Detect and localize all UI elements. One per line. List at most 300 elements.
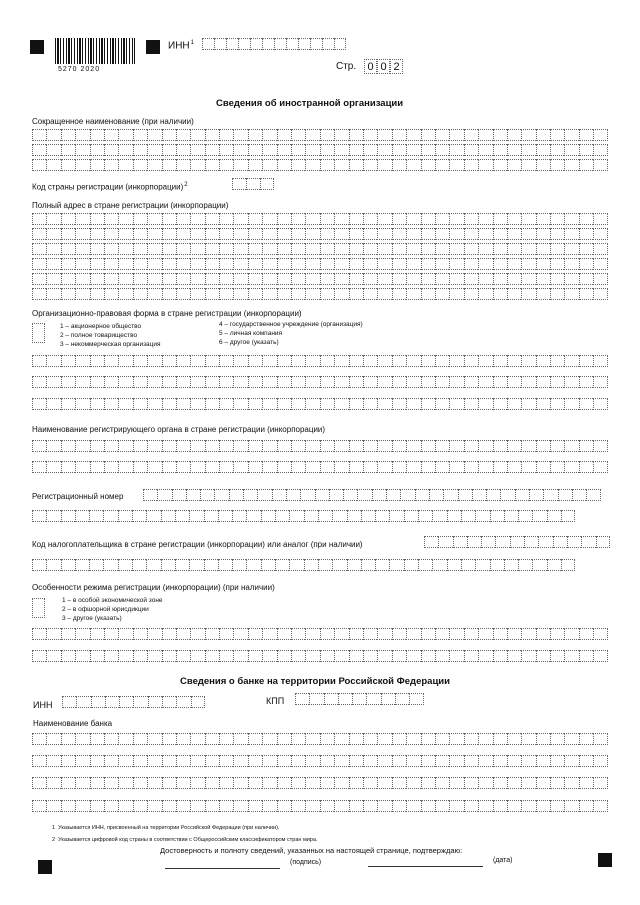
input-cell[interactable] <box>262 440 276 452</box>
input-cell[interactable] <box>162 628 176 640</box>
input-cell[interactable] <box>90 288 104 300</box>
input-cell[interactable] <box>532 510 546 522</box>
input-cell[interactable] <box>550 258 564 270</box>
input-cell[interactable] <box>507 243 521 255</box>
input-cell[interactable] <box>579 777 593 789</box>
input-cell[interactable] <box>162 144 176 156</box>
input-cell[interactable] <box>406 398 420 410</box>
input-cell[interactable] <box>147 800 161 812</box>
input-cell[interactable] <box>392 243 406 255</box>
input-cell[interactable] <box>46 800 60 812</box>
input-cell[interactable] <box>133 243 147 255</box>
input-cell[interactable] <box>521 755 535 767</box>
input-cell[interactable] <box>377 398 391 410</box>
input-cell[interactable] <box>349 733 363 745</box>
input-cell[interactable] <box>392 777 406 789</box>
input-cell[interactable] <box>593 273 607 285</box>
input-cell[interactable] <box>118 376 132 388</box>
input-cell[interactable] <box>176 355 190 367</box>
input-cell[interactable] <box>176 650 190 662</box>
input-cell[interactable] <box>246 178 260 190</box>
input-cell[interactable] <box>248 733 262 745</box>
input-cell[interactable] <box>334 355 348 367</box>
input-cell[interactable] <box>447 510 461 522</box>
input-cell[interactable] <box>334 288 348 300</box>
input-cell[interactable] <box>418 510 432 522</box>
input-cell[interactable] <box>357 489 371 501</box>
input-cell[interactable] <box>377 800 391 812</box>
input-cell[interactable] <box>564 800 578 812</box>
input-cell[interactable] <box>392 228 406 240</box>
input-cell[interactable] <box>500 489 514 501</box>
input-cell[interactable] <box>147 733 161 745</box>
input-cell[interactable] <box>176 144 190 156</box>
input-cell[interactable] <box>175 559 189 571</box>
input-cell[interactable] <box>89 559 103 571</box>
input-cell[interactable] <box>248 398 262 410</box>
input-cell[interactable] <box>61 159 75 171</box>
input-cell[interactable] <box>62 696 76 708</box>
input-cell[interactable] <box>61 355 75 367</box>
input-cell[interactable] <box>536 243 550 255</box>
input-cell[interactable] <box>449 159 463 171</box>
input-cell[interactable] <box>190 159 204 171</box>
input-cell[interactable] <box>46 440 60 452</box>
input-cell[interactable] <box>404 559 418 571</box>
input-cell[interactable] <box>89 510 103 522</box>
input-cell[interactable] <box>593 144 607 156</box>
input-cell[interactable] <box>507 755 521 767</box>
input-cell[interactable] <box>162 650 176 662</box>
input-cell[interactable] <box>143 489 157 501</box>
input-cell[interactable] <box>133 398 147 410</box>
input-cell[interactable] <box>521 129 535 141</box>
input-cell[interactable] <box>205 376 219 388</box>
input-cell[interactable] <box>377 288 391 300</box>
input-cell[interactable] <box>507 273 521 285</box>
input-cell[interactable] <box>593 777 607 789</box>
input-cell[interactable] <box>343 489 357 501</box>
input-cell[interactable] <box>478 258 492 270</box>
input-cell[interactable] <box>475 510 489 522</box>
input-cell[interactable] <box>205 159 219 171</box>
input-cell[interactable] <box>305 159 319 171</box>
input-cell[interactable] <box>392 355 406 367</box>
input-cell[interactable] <box>349 355 363 367</box>
input-cell[interactable] <box>104 650 118 662</box>
input-cell[interactable] <box>61 273 75 285</box>
input-cell[interactable] <box>46 777 60 789</box>
input-cell[interactable] <box>32 273 46 285</box>
input-cell[interactable] <box>507 228 521 240</box>
input-cell[interactable] <box>262 159 276 171</box>
input-cell[interactable] <box>162 440 176 452</box>
input-cell[interactable] <box>320 213 334 225</box>
input-cell[interactable] <box>593 376 607 388</box>
input-cell[interactable] <box>521 461 535 473</box>
input-cell[interactable] <box>536 461 550 473</box>
input-cell[interactable] <box>536 777 550 789</box>
input-cell[interactable] <box>435 628 449 640</box>
input-cell[interactable] <box>162 777 176 789</box>
input-cell[interactable] <box>320 144 334 156</box>
input-cell[interactable] <box>464 273 478 285</box>
input-cell[interactable] <box>596 536 610 548</box>
input-cell[interactable] <box>277 777 291 789</box>
input-cell[interactable] <box>593 733 607 745</box>
input-cell[interactable] <box>550 288 564 300</box>
input-cell[interactable] <box>564 376 578 388</box>
input-cell[interactable] <box>90 461 104 473</box>
input-cell[interactable] <box>233 755 247 767</box>
input-cell[interactable] <box>291 355 305 367</box>
input-cell[interactable] <box>248 273 262 285</box>
input-cell[interactable] <box>75 559 89 571</box>
input-cell[interactable] <box>464 144 478 156</box>
input-cell[interactable] <box>118 258 132 270</box>
legal-form-other-row-3[interactable] <box>32 398 608 410</box>
input-cell[interactable] <box>377 628 391 640</box>
input-cell[interactable] <box>550 800 564 812</box>
input-cell[interactable] <box>363 777 377 789</box>
input-cell[interactable] <box>593 628 607 640</box>
input-cell[interactable] <box>291 777 305 789</box>
input-cell[interactable] <box>349 376 363 388</box>
input-cell[interactable] <box>205 461 219 473</box>
input-cell[interactable] <box>377 650 391 662</box>
input-cell[interactable] <box>464 650 478 662</box>
country-code-cells[interactable] <box>232 178 274 190</box>
input-cell[interactable] <box>238 38 250 50</box>
input-cell[interactable] <box>61 243 75 255</box>
input-cell[interactable] <box>349 461 363 473</box>
input-cell[interactable] <box>295 693 309 705</box>
input-cell[interactable] <box>464 243 478 255</box>
input-cell[interactable] <box>550 213 564 225</box>
input-cell[interactable] <box>262 800 276 812</box>
input-cell[interactable] <box>262 355 276 367</box>
input-cell[interactable] <box>406 800 420 812</box>
input-cell[interactable] <box>219 398 233 410</box>
input-cell[interactable] <box>406 376 420 388</box>
input-cell[interactable] <box>286 38 298 50</box>
input-cell[interactable] <box>305 355 319 367</box>
input-cell[interactable] <box>493 650 507 662</box>
input-cell[interactable] <box>453 536 467 548</box>
input-cell[interactable] <box>421 213 435 225</box>
input-cell[interactable] <box>75 510 89 522</box>
input-cell[interactable] <box>205 777 219 789</box>
input-cell[interactable] <box>320 755 334 767</box>
input-cell[interactable] <box>190 273 204 285</box>
input-cell[interactable] <box>478 650 492 662</box>
input-cell[interactable] <box>32 510 46 522</box>
input-cell[interactable] <box>361 559 375 571</box>
input-cell[interactable] <box>90 733 104 745</box>
input-cell[interactable] <box>277 228 291 240</box>
input-cell[interactable] <box>118 510 132 522</box>
input-cell[interactable] <box>190 213 204 225</box>
input-cell[interactable] <box>521 355 535 367</box>
input-cell[interactable] <box>521 273 535 285</box>
input-cell[interactable] <box>507 733 521 745</box>
input-cell[interactable] <box>493 213 507 225</box>
input-cell[interactable] <box>133 288 147 300</box>
input-cell[interactable] <box>176 628 190 640</box>
input-cell[interactable] <box>272 489 286 501</box>
input-cell[interactable] <box>205 650 219 662</box>
input-cell[interactable] <box>564 650 578 662</box>
input-cell[interactable] <box>392 440 406 452</box>
input-cell[interactable] <box>395 693 409 705</box>
input-cell[interactable] <box>147 628 161 640</box>
input-cell[interactable] <box>90 755 104 767</box>
input-cell[interactable] <box>320 628 334 640</box>
input-cell[interactable] <box>404 510 418 522</box>
input-cell[interactable] <box>248 159 262 171</box>
input-cell[interactable] <box>461 510 475 522</box>
input-cell[interactable] <box>46 376 60 388</box>
input-cell[interactable] <box>579 376 593 388</box>
input-cell[interactable] <box>262 213 276 225</box>
input-cell[interactable] <box>205 628 219 640</box>
input-cell[interactable] <box>105 696 119 708</box>
input-cell[interactable] <box>581 536 595 548</box>
input-cell[interactable] <box>392 628 406 640</box>
input-cell[interactable] <box>377 258 391 270</box>
input-cell[interactable] <box>435 228 449 240</box>
input-cell[interactable] <box>161 559 175 571</box>
input-cell[interactable] <box>320 398 334 410</box>
input-cell[interactable] <box>248 461 262 473</box>
input-cell[interactable] <box>515 489 529 501</box>
input-cell[interactable] <box>305 755 319 767</box>
input-cell[interactable] <box>493 461 507 473</box>
input-cell[interactable] <box>104 628 118 640</box>
input-cell[interactable] <box>118 440 132 452</box>
input-cell[interactable] <box>550 777 564 789</box>
input-cell[interactable] <box>190 461 204 473</box>
input-cell[interactable] <box>579 733 593 745</box>
input-cell[interactable] <box>32 288 46 300</box>
input-cell[interactable] <box>524 536 538 548</box>
input-cell[interactable] <box>375 510 389 522</box>
input-cell[interactable] <box>291 461 305 473</box>
bank-name-row-4[interactable] <box>32 800 608 812</box>
input-cell[interactable] <box>133 733 147 745</box>
input-cell[interactable] <box>449 628 463 640</box>
input-cell[interactable] <box>75 144 89 156</box>
input-cell[interactable] <box>46 273 60 285</box>
input-cell[interactable] <box>176 258 190 270</box>
input-cell[interactable] <box>435 440 449 452</box>
input-cell[interactable] <box>118 288 132 300</box>
input-cell[interactable] <box>61 129 75 141</box>
input-cell[interactable] <box>90 398 104 410</box>
input-cell[interactable] <box>46 398 60 410</box>
input-cell[interactable] <box>406 144 420 156</box>
input-cell[interactable] <box>176 243 190 255</box>
input-cell[interactable] <box>349 129 363 141</box>
input-cell[interactable] <box>521 159 535 171</box>
input-cell[interactable] <box>521 800 535 812</box>
input-cell[interactable] <box>507 461 521 473</box>
input-cell[interactable] <box>349 777 363 789</box>
input-cell[interactable] <box>32 628 46 640</box>
input-cell[interactable] <box>349 628 363 640</box>
input-cell[interactable] <box>320 461 334 473</box>
input-cell[interactable] <box>478 243 492 255</box>
input-cell[interactable] <box>232 559 246 571</box>
input-cell[interactable] <box>320 355 334 367</box>
input-cell[interactable] <box>219 755 233 767</box>
input-cell[interactable] <box>550 273 564 285</box>
input-cell[interactable] <box>46 144 60 156</box>
input-cell[interactable] <box>349 650 363 662</box>
input-cell[interactable] <box>205 398 219 410</box>
input-cell[interactable] <box>118 650 132 662</box>
input-cell[interactable] <box>233 129 247 141</box>
input-cell[interactable] <box>219 650 233 662</box>
input-cell[interactable] <box>147 650 161 662</box>
input-cell[interactable] <box>248 243 262 255</box>
input-cell[interactable] <box>507 628 521 640</box>
input-cell[interactable] <box>118 733 132 745</box>
input-cell[interactable] <box>162 288 176 300</box>
input-cell[interactable] <box>32 159 46 171</box>
input-cell[interactable] <box>233 355 247 367</box>
input-cell[interactable] <box>147 258 161 270</box>
input-cell[interactable] <box>507 777 521 789</box>
input-cell[interactable] <box>579 288 593 300</box>
input-cell[interactable] <box>305 228 319 240</box>
input-cell[interactable] <box>147 129 161 141</box>
input-cell[interactable] <box>493 440 507 452</box>
input-cell[interactable] <box>46 258 60 270</box>
input-cell[interactable] <box>349 243 363 255</box>
input-cell[interactable] <box>176 398 190 410</box>
input-cell[interactable] <box>176 440 190 452</box>
input-cell[interactable] <box>349 755 363 767</box>
input-cell[interactable] <box>305 144 319 156</box>
input-cell[interactable] <box>507 440 521 452</box>
input-cell[interactable] <box>61 800 75 812</box>
input-cell[interactable] <box>233 376 247 388</box>
input-cell[interactable] <box>190 144 204 156</box>
input-cell[interactable] <box>46 461 60 473</box>
input-cell[interactable] <box>579 628 593 640</box>
input-cell[interactable] <box>147 288 161 300</box>
input-cell[interactable] <box>205 258 219 270</box>
input-cell[interactable] <box>372 489 386 501</box>
input-cell[interactable] <box>406 733 420 745</box>
input-cell[interactable] <box>464 258 478 270</box>
input-cell[interactable] <box>219 228 233 240</box>
input-cell[interactable] <box>61 144 75 156</box>
input-cell[interactable] <box>518 510 532 522</box>
input-cell[interactable] <box>349 159 363 171</box>
input-cell[interactable] <box>406 273 420 285</box>
input-cell[interactable] <box>392 288 406 300</box>
input-cell[interactable] <box>579 755 593 767</box>
input-cell[interactable] <box>175 510 189 522</box>
input-cell[interactable] <box>277 288 291 300</box>
input-cell[interactable] <box>91 696 105 708</box>
regime-code-box[interactable] <box>32 598 45 618</box>
input-cell[interactable] <box>190 650 204 662</box>
input-cell[interactable] <box>46 628 60 640</box>
input-cell[interactable] <box>219 288 233 300</box>
input-cell[interactable] <box>75 213 89 225</box>
input-cell[interactable] <box>119 696 133 708</box>
input-cell[interactable] <box>593 355 607 367</box>
input-cell[interactable] <box>219 258 233 270</box>
input-cell[interactable] <box>90 243 104 255</box>
input-cell[interactable] <box>233 440 247 452</box>
input-cell[interactable] <box>507 376 521 388</box>
input-cell[interactable] <box>75 800 89 812</box>
input-cell[interactable] <box>46 755 60 767</box>
input-cell[interactable] <box>567 536 581 548</box>
input-cell[interactable] <box>277 398 291 410</box>
input-cell[interactable] <box>75 159 89 171</box>
input-cell[interactable] <box>478 355 492 367</box>
input-cell[interactable] <box>75 777 89 789</box>
input-cell[interactable] <box>219 273 233 285</box>
input-cell[interactable] <box>536 398 550 410</box>
input-cell[interactable] <box>320 228 334 240</box>
input-cell[interactable] <box>449 650 463 662</box>
input-cell[interactable] <box>538 536 552 548</box>
input-cell[interactable] <box>349 288 363 300</box>
input-cell[interactable] <box>186 489 200 501</box>
input-cell[interactable] <box>320 129 334 141</box>
input-cell[interactable] <box>233 800 247 812</box>
input-cell[interactable] <box>90 273 104 285</box>
input-cell[interactable] <box>262 129 276 141</box>
input-cell[interactable] <box>291 376 305 388</box>
input-cell[interactable] <box>261 559 275 571</box>
input-cell[interactable] <box>133 628 147 640</box>
input-cell[interactable] <box>32 398 46 410</box>
input-cell[interactable] <box>176 213 190 225</box>
input-cell[interactable] <box>536 228 550 240</box>
input-cell[interactable] <box>305 288 319 300</box>
input-cell[interactable] <box>32 258 46 270</box>
input-cell[interactable] <box>61 559 75 571</box>
input-cell[interactable] <box>547 510 561 522</box>
input-cell[interactable] <box>320 159 334 171</box>
input-cell[interactable] <box>310 38 322 50</box>
input-cell[interactable] <box>90 228 104 240</box>
input-cell[interactable] <box>320 733 334 745</box>
input-cell[interactable] <box>521 376 535 388</box>
input-cell[interactable] <box>162 800 176 812</box>
input-cell[interactable] <box>305 376 319 388</box>
input-cell[interactable] <box>406 243 420 255</box>
input-cell[interactable] <box>377 273 391 285</box>
input-cell[interactable] <box>262 273 276 285</box>
input-cell[interactable] <box>162 461 176 473</box>
input-cell[interactable] <box>46 228 60 240</box>
input-cell[interactable] <box>464 288 478 300</box>
input-cell[interactable] <box>147 243 161 255</box>
input-cell[interactable] <box>432 510 446 522</box>
input-cell[interactable] <box>521 777 535 789</box>
input-cell[interactable] <box>478 733 492 745</box>
input-cell[interactable] <box>248 258 262 270</box>
input-cell[interactable] <box>205 800 219 812</box>
